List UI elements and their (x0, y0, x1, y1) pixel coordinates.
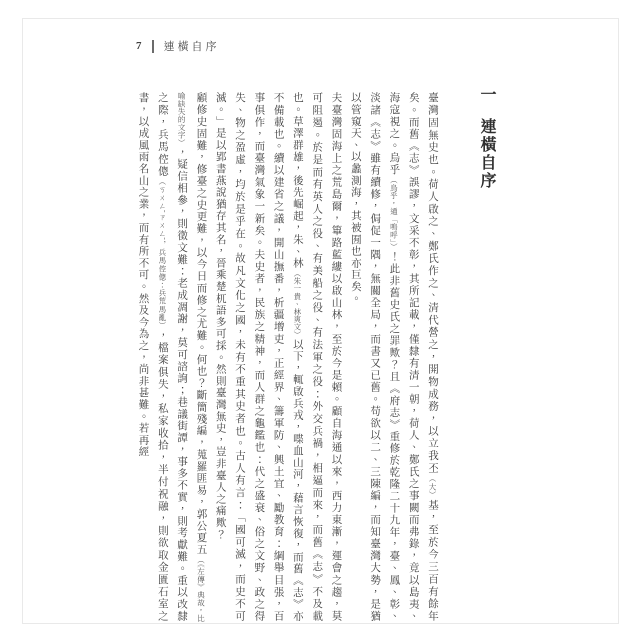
chapter-number: 一 (478, 86, 495, 104)
running-header (136, 38, 220, 54)
body-text (126, 92, 442, 622)
inline-annotation: （大） (428, 474, 437, 500)
text-run: 顧修史固難，修臺之史更難，以今日而修之尤難。何也？斷簡殘編，蒐羅匪易，郭公夏五 (195, 92, 207, 556)
inline-annotation: （烏乎，通「嗚呼」） (389, 175, 399, 251)
page-number: 7 (136, 40, 142, 52)
text-run: 夫臺灣固海上之荒島爾，篳路藍縷以啟山林，至於今是賴。顧自海通以來，西力東漸，運會之趨，莫可阻遏。於是而有英人之役、有美船之役、有法軍之役：外交兵禍，相逼而來，而舊《志》不及載也。草澤群雄，後先崛起，朱、林 (291, 92, 342, 622)
header-divider (152, 40, 154, 53)
text-run: ，檔案俱失，私家收拾，半付祝融，則欲取金匱石室之書，以成風雨名山之業，而有所不可。然及今為之，尚非甚難。若再經 (137, 92, 168, 623)
paragraph-3 (133, 92, 210, 622)
text-run: ！此非舊史氏之罪歟？且《府志》重修於乾隆二十九年，臺、鳳、彰、淡諸《志》雖有續修，侷促一隅，無關全局，而書又已舊。苟欲以二、三陳編，而知臺灣大勢，是猶以管窺天、以蠡測海，其被囿也亦巨矣。 (349, 92, 400, 622)
chapter-title: 連橫自序 (478, 118, 495, 190)
text-run: ，疑信相參，則徵文難：老成凋謝，莫可諮詢；巷議街譚，事多不實，則考獻難。重以改隸之際，兵馬倥傯 (156, 92, 188, 623)
paragraph-2 (210, 92, 345, 622)
paragraph-1 (346, 92, 442, 622)
chapter-title-block (475, 86, 498, 286)
inline-annotation: （朱一貴、林爽文） (292, 269, 302, 339)
inline-annotation: （ㄎㄨㄥˇㄗㄨㄥˇ，兵馬倥傯：兵荒馬亂） (157, 177, 167, 330)
text-run: 臺灣固無史也。荷人啟之、鄭氏作之、清代營之，開物成務，以立我丕 (427, 92, 438, 475)
text-run: 基，至於今三百有餘年矣。而舊《志》誤謬，文采不彰，其所記載，僅隸有清一朝，荷人、鄭氏之事闕而弗錄，竟以島夷、海寇視之。烏乎 (388, 92, 438, 622)
inline-annotation: （《左傳》典故，比喻缺失的文字） (177, 92, 206, 622)
text-run: 以下，輒啟兵戎，喋血山河，藉言恢復，而舊《志》亦不備載也。續以建省之議，開山撫番，析疆增吏，正經界、籌軍防、興土宜、勵教育：綱舉目張，百事俱作，而臺灣氣象一新矣。夫史者，民族之精神，而人群之龜鑑也：代之盛衰、俗之文野、政之得失、物之盈虛，均於是乎在。故凡文化之國，未有不重其史者也。古人有言：「國可滅，而史不可滅。」是以郢書燕說猶存其名，晉乘楚杌語多可採。然則臺灣無史，豈非臺人之痛歟？ (214, 92, 303, 622)
running-title: 連橫自序 (163, 41, 220, 53)
